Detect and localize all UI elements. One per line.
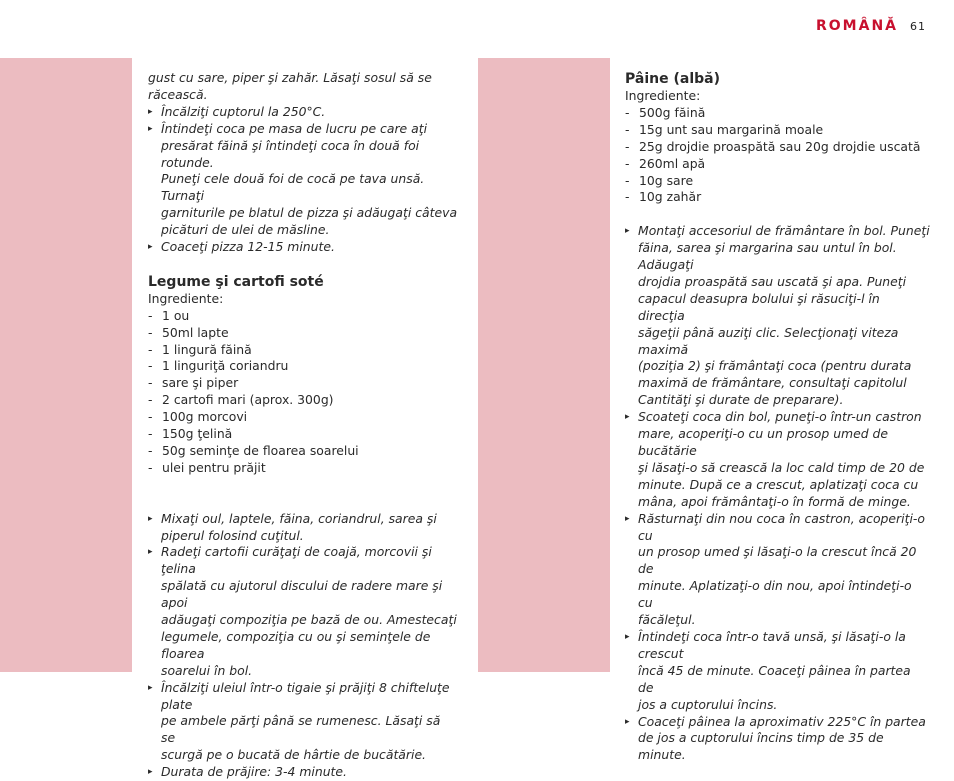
bullet-icon: ▸ [148, 767, 153, 778]
veg-step-line: adăugaţi compoziţia pe bază de ou. Amestecaţi [161, 612, 457, 628]
ingredient-item-text: 500g făină [639, 104, 706, 120]
veg-step-text: Mixaţi oul, laptele, făina, coriandrul, sarea şi [161, 510, 437, 526]
bullet-icon: ▸ [625, 412, 630, 423]
ingredient-item-text: 25g drojdie proaspătă sau 20g drojdie uscată [639, 138, 921, 154]
bread-step-line: mare, acoperiţi-o cu un prosop umed de bucătărie [638, 426, 889, 459]
pizza-step-text: Încălziţi cuptorul la 250°C. [161, 103, 326, 119]
dash-marker: - [148, 443, 153, 459]
pizza-step-line [148, 239, 458, 256]
ingredient-item-text: sare şi piper [162, 375, 239, 391]
dash-marker: - [148, 392, 153, 408]
pizza-step-line [148, 121, 458, 138]
ingredient-item-text: 50g seminţe de floarea soarelui [162, 443, 359, 459]
ingredient-item [148, 358, 458, 375]
right-column [625, 70, 930, 764]
language-label: ROMÂNĂ [816, 18, 898, 34]
bread-step-text: Coaceţi pâinea la aproximativ 225°C în partea [638, 713, 926, 729]
bread-step-line: mâna, apoi frământaţi-o în formă de minge. [638, 493, 911, 509]
dash-marker: - [148, 426, 153, 442]
bread-recipe-title: Pâine (albă) [625, 71, 720, 87]
bullet-icon: ▸ [148, 547, 153, 558]
ingredient-item [625, 173, 930, 190]
left-margin-band [0, 58, 132, 672]
spacer [625, 206, 930, 223]
left-column [148, 70, 458, 781]
bread-step-line: minute. Aplatizaţi-o din nou, apoi întindeţi-o cu [638, 578, 912, 611]
page-header [816, 18, 926, 34]
bread-step-line: capacul deasupra bolului şi răsuciţi-l în direcţia [638, 290, 880, 323]
bread-step-line: jos a cuptorului încins. [638, 696, 778, 712]
veg-step-line [148, 680, 458, 714]
bullet-icon: ▸ [625, 226, 630, 237]
ingredient-item-text: ulei pentru prăjit [162, 459, 266, 475]
bread-step-line: încă 45 de minute. Coaceţi pâinea în partea de [638, 662, 911, 695]
dash-marker: - [148, 341, 153, 357]
bread-step-text: Răsturnaţi din nou coca în castron, acoperiţi-o cu [638, 510, 925, 543]
bread-step-line: drojdia proaspătă sau uscată şi apa. Puneţi [638, 273, 907, 289]
pizza-step-line: presărat făină şi întindeţi coca în două foi rotunde. [161, 137, 420, 170]
ingredient-item [625, 139, 930, 156]
ingredients-label: Ingrediente: [148, 290, 224, 306]
veg-step-line [148, 511, 458, 528]
ingredient-item [625, 156, 930, 173]
veg-step-text: Durata de prăjire: 3-4 minute. [161, 764, 347, 780]
bread-step-line: maximă de frământare, consultaţi capitolul [638, 375, 907, 391]
ingredient-item-text: 260ml apă [639, 155, 706, 171]
bullet-icon: ▸ [625, 513, 630, 524]
ingredients-label: Ingrediente: [625, 88, 701, 103]
dash-marker: - [148, 307, 153, 323]
bread-step-line: de jos a cuptorului încins timp de 35 de minute. [638, 730, 884, 763]
dash-marker: - [148, 375, 153, 391]
veg-step-line: pe ambele părţi până se rumenesc. Lăsaţi să se [161, 713, 441, 746]
bread-step-text: Montaţi accesoriul de frământare în bol. Puneţi [638, 223, 930, 239]
veg-step-line: spălată cu ajutorul discului de radere mare şi apoi [161, 578, 443, 611]
dash-marker: - [148, 459, 153, 475]
bread-step-line: făcăleţul. [638, 612, 696, 628]
pizza-step-line: Puneţi cele două foi de cocă pe tava unsă. Turnaţi [161, 171, 425, 204]
veg-step-line [148, 544, 458, 578]
bread-step-line: minute. După ce a crescut, aplatizaţi coca cu [638, 476, 919, 492]
bullet-icon: ▸ [148, 513, 153, 524]
right-margin-band [478, 58, 610, 672]
veg-step-line: soarelui în bol. [161, 662, 253, 678]
bread-step-line: şi lăsaţi-o să crească la loc cald timp de 20 de [638, 459, 925, 475]
ingredient-item [148, 443, 458, 460]
dash-marker: - [625, 155, 630, 171]
bread-step-line: Cantităţi şi durate de preparare). [638, 392, 844, 408]
dash-marker: - [148, 324, 153, 340]
ingredient-item-text: 1 lingură făină [162, 341, 252, 357]
bread-step-line [625, 714, 930, 731]
bread-step-line: săgeţii până auziţi clic. Selecţionaţi viteza maximă [638, 324, 899, 357]
ingredient-item-text: 10g zahăr [639, 189, 702, 205]
bullet-icon: ▸ [625, 716, 630, 727]
bullet-icon: ▸ [148, 682, 153, 693]
ingredient-item [625, 189, 930, 206]
veg-step-line [148, 764, 458, 781]
veg-step-text: Încălziţi uleiul într-o tigaie şi prăjiţi 8 chifteluţe plate [161, 679, 450, 712]
ingredient-item [148, 342, 458, 359]
veg-step-line: scurgă pe o bucată de hârtie de bucătărie. [161, 747, 427, 763]
ingredient-item [148, 325, 458, 342]
bullet-icon: ▸ [148, 123, 153, 134]
bread-step-line [625, 629, 930, 663]
page-number: 61 [910, 20, 926, 33]
dash-marker: - [148, 358, 153, 374]
ingredient-item-text: 150g ţelină [162, 426, 233, 442]
ingredient-item [148, 409, 458, 426]
bread-step-line: (poziţia 2) şi frământaţi coca (pentru durata [638, 358, 912, 374]
veg-recipe-title: Legume şi cartofi soté [148, 273, 324, 290]
pizza-step-line: garniturile pe blatul de pizza şi adăugaţi câteva [161, 205, 458, 221]
bread-step-text: Întindeţi coca într-o tavă unsă, şi lăsaţi-o la crescut [638, 628, 906, 661]
veg-step-line: legumele, compoziţia cu ou şi seminţele de floarea [161, 628, 431, 661]
dash-marker: - [625, 172, 630, 188]
bread-step-line [625, 511, 930, 545]
ingredient-item [148, 375, 458, 392]
ingredient-item-text: 1 linguriţă coriandru [162, 358, 289, 374]
ingredient-item-text: 15g unt sau margarină moale [639, 121, 824, 137]
bread-step-line: un prosop umed şi lăsaţi-o la crescut încă 20 de [638, 544, 917, 577]
bullet-icon: ▸ [148, 242, 153, 253]
ingredient-item-text: 10g sare [639, 172, 694, 188]
ingredient-item [625, 122, 930, 139]
intro-line: răcească. [148, 86, 208, 102]
ingredient-item-text: 2 cartofi mari (aprox. 300g) [162, 392, 334, 408]
ingredient-item [148, 392, 458, 409]
ingredient-item [625, 105, 930, 122]
veg-step-text: Radeţi cartofii curăţaţi de coajă, morcovii şi ţelina [161, 544, 432, 577]
bread-step-line: făina, sarea şi margarina sau untul în bol. Adăugaţi [638, 240, 897, 273]
dash-marker: - [625, 138, 630, 154]
pizza-step-text: Întindeţi coca pe masa de lucru pe care aţi [161, 120, 428, 136]
ingredient-item [148, 308, 458, 325]
ingredient-item [148, 460, 458, 477]
dash-marker: - [625, 121, 630, 137]
bullet-icon: ▸ [148, 106, 153, 117]
ingredient-item [148, 426, 458, 443]
spacer [148, 477, 458, 494]
pizza-step-line: picături de ulei de măsline. [161, 222, 330, 238]
bread-step-line [625, 223, 930, 240]
dash-marker: - [148, 409, 153, 425]
spacer [148, 256, 458, 273]
bread-step-line [625, 409, 930, 426]
bullet-icon: ▸ [625, 631, 630, 642]
veg-step-line: piperul folosind cuţitul. [161, 527, 304, 543]
ingredient-item-text: 1 ou [162, 307, 190, 323]
spacer [148, 494, 458, 511]
pizza-step-text: Coaceţi pizza 12-15 minute. [161, 239, 335, 255]
pizza-step-line [148, 104, 458, 121]
bread-step-text: Scoateţi coca din bol, puneţi-o într-un castron [638, 409, 922, 425]
ingredient-item-text: 50ml lapte [162, 324, 229, 340]
intro-line: gust cu sare, piper şi zahăr. Lăsaţi sosul să se [148, 70, 432, 85]
dash-marker: - [625, 189, 630, 205]
dash-marker: - [625, 104, 630, 120]
ingredient-item-text: 100g morcovi [162, 409, 248, 425]
